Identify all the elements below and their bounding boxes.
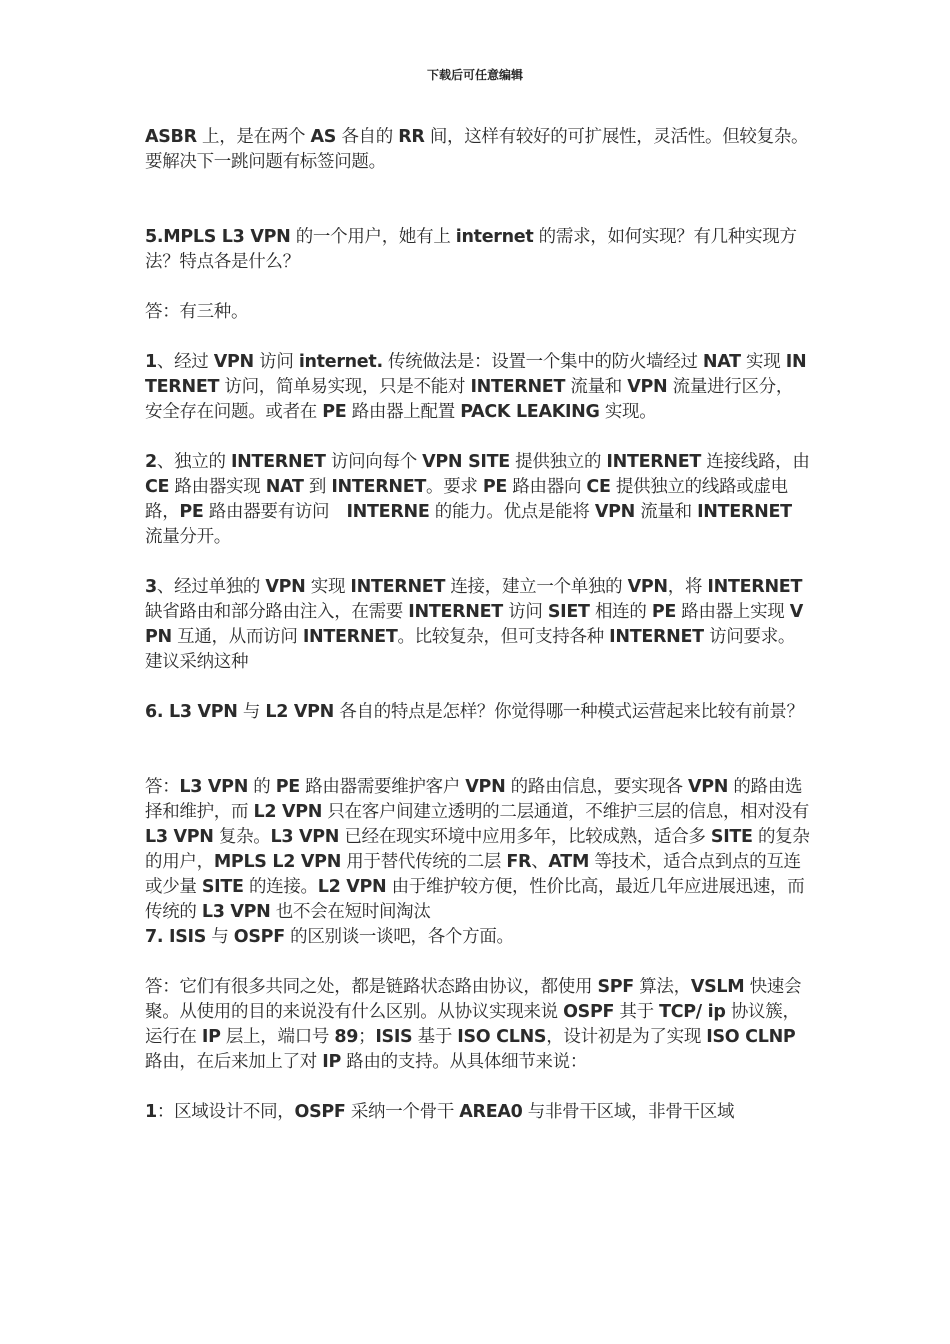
spacer — [145, 175, 810, 225]
spacer — [145, 725, 810, 775]
page-header: 下载后可任意编辑 — [426, 68, 523, 82]
document-body — [145, 125, 810, 1125]
answer-5-item-1: 1、经过 VPN 访问 internet. 传统做法是：设置一个集中的防火墙经过 NAT 实现 INTERNET 访问，简单易实现，只是不能对 INTERNET 流量和 VPN 流量进行区分，安全存在问题。或者在 PE 路由器上配置 PACK LEAKING 实现。 — [145, 352, 807, 422]
answer-5-item-3: 3、经过单独的 VPN 实现 INTERNET 连接，建立一个单独的 VPN，将 INTERNET 缺省路由和部分路由注入，在需要 INTERNET 访问 SIET 相连的 PE 路由器上实现 VPN 互通，从而访问 INTERNET。比较复杂，但可支持各种 INTERNET 访问要求。建议采纳这种 — [145, 577, 803, 672]
spacer — [145, 275, 810, 300]
spacer — [145, 950, 810, 975]
question-6: 6. L3 VPN 与 L2 VPN 各自的特点是怎样？你觉得哪一种模式运营起来比较有前景？ — [145, 702, 804, 722]
spacer — [145, 425, 810, 450]
answer-5-item-2: 2、独立的 INTERNET 访问向每个 VPN SITE 提供独立的 INTERNET 连接线路，由 CE 路由器实现 NAT 到 INTERNET。要求 PE 路由器向 CE 提供独立的线路或虚电路，PE 路由器要有访问 INTERNE 的能力。优点是能将 VPN 流量和 INTERNET 流量分开。 — [145, 452, 810, 547]
question-7: 7. ISIS 与 OSPF 的区别谈一谈吧，各个方面。 — [145, 927, 514, 947]
answer-7: 答：它们有很多共同之处，都是链路状态路由协议，都使用 SPF 算法，VSLM 快速会聚。从使用的目的来说没有什么区别。从协议实现来说 OSPF 其于 TCP/ ip 协议簇，运行在 IP 层上，端口号 89；ISIS 基于 ISO CLNS，设计初是为了实现 ISO CLNP 路由，在后来加上了对 IP 路由的支持。从具体细节来说： — [145, 977, 802, 1072]
spacer — [145, 675, 810, 700]
spacer — [145, 550, 810, 575]
answer-6: 答：L3 VPN 的 PE 路由器需要维护客户 VPN 的路由信息，要实现各 VPN 的路由选择和维护，而 L2 VPN 只在客户间建立透明的二层通道，不维护三层的信息，相对没有 L3 VPN 复杂。L3 VPN 已经在现实环境中应用多年，比较成熟，适合多 SITE 的复杂的用户，MPLS L2 VPN 用于替代传统的二层 FR、ATM 等技术，适合点到点的互连或少量 SITE 的连接。L2 VPN 由于维护较方便，性价比高，最近几年应进展迅速，而传统的 L3 VPN 也不会在短时间淘汰 — [145, 777, 810, 922]
answer-7-item-1: 1：区域设计不同，OSPF 采纳一个骨干 AREA0 与非骨干区域，非骨干区域 — [145, 1102, 735, 1122]
paragraph-asbr: ASBR 上，是在两个 AS 各自的 RR 间，这样有较好的可扩展性，灵活性。但较复杂。要解决下一跳问题有标签问题。 — [145, 127, 809, 172]
answer-5-intro: 答：有三种。 — [145, 302, 249, 322]
question-5: 5.MPLS L3 VPN 的一个用户，她有上 internet 的需求，如何实现？有几种实现方法？特点各是什么？ — [145, 227, 797, 272]
spacer — [145, 1075, 810, 1100]
spacer — [145, 325, 810, 350]
